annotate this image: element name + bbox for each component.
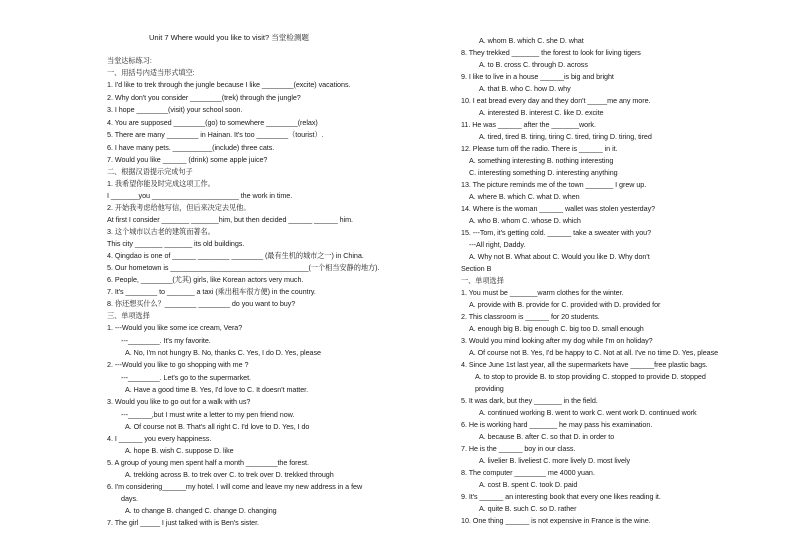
text-line: 4. Qingdao is one of ______ ________ ________ (最有生机的城市之一) in China. bbox=[107, 251, 364, 260]
text-line: ---All right, Daddy. bbox=[469, 240, 526, 249]
text-line: A. continued working B. went to work C. went work D. continued work bbox=[479, 408, 697, 417]
text-line: 5. Our hometown is ___________________________________(一个相当安静的地方). bbox=[107, 263, 380, 272]
text-line: At first I consider _______ _______him, but then decided ______ ______ him. bbox=[107, 215, 353, 224]
text-line: A. interested B. interest C. like D. excite bbox=[479, 108, 604, 117]
text-line: 6. He is working hard _______ he may pass his examination. bbox=[461, 420, 653, 429]
text-line: A. whom B. which C. she D. what bbox=[479, 36, 584, 45]
text-line: 9. It's ______ an interesting book that every one likes reading it. bbox=[461, 492, 661, 501]
text-line: 10. I eat bread every day and they don't _____me any more. bbox=[461, 96, 651, 105]
text-line: 13. The picture reminds me of the town _______ I grew up. bbox=[461, 180, 647, 189]
text-line: A. No, I'm not hungry B. No, thanks C. Yes, I do D. Yes, please bbox=[125, 348, 321, 357]
text-line: A. something interesting B. nothing interesting bbox=[469, 156, 614, 165]
worksheet-title: Unit 7 Where would you like to visit? 当堂检测题 bbox=[149, 33, 309, 42]
text-line: A. Of course not B. Yes, I'd be happy to C. Not at all. I've no time D. Yes, please bbox=[469, 348, 719, 357]
text-line: 3. I hope ________(visit) your school soon. bbox=[107, 105, 243, 114]
text-line: A. provide with B. provide for C. provided with D. provided for bbox=[469, 300, 661, 309]
text-line: 6. I'm considering______my hotel. I will come and leave my new address in a few bbox=[107, 482, 363, 491]
text-line: 12. Please turn off the radio. There is ______ in it. bbox=[461, 144, 618, 153]
text-line: 当堂达标练习: bbox=[107, 56, 152, 65]
text-line: 9. I like to live in a house ______is big and bright bbox=[461, 72, 614, 81]
text-line: ---________. Let's go to the supermarket. bbox=[121, 373, 251, 382]
text-line: A. cost B. spent C. took D. paid bbox=[479, 480, 578, 489]
text-line: 2. ---Would you like to go shopping with me ? bbox=[107, 360, 249, 369]
text-line: A. hope B. wish C. suppose D. like bbox=[125, 446, 234, 455]
text-line: This city _______ _______ its old buildings. bbox=[107, 239, 245, 248]
text-line: 3. Would you like to go out for a walk with us? bbox=[107, 397, 251, 406]
text-line: A. to B. cross C. through D. across bbox=[479, 60, 588, 69]
text-line: 4. Since June 1st last year, all the supermarkets have ______free plastic bags. bbox=[461, 360, 708, 369]
text-line: 5. It was dark, but they _______ in the field. bbox=[461, 396, 598, 405]
text-line: A. to stop to provide B. to stop providing C. stopped to provide D. stopped bbox=[475, 372, 706, 381]
text-line: 3. 这个城市以古老的建筑而著名。 bbox=[107, 227, 215, 236]
text-line: 1. ---Would you like some ice cream, Vera? bbox=[107, 323, 243, 332]
text-line: A. Have a good time B. Yes, I'd love to C. It doesn't matter. bbox=[125, 385, 309, 394]
text-line: A. Why not B. What about C. Would you like D. Why don't bbox=[469, 252, 650, 261]
text-line: 15. ---Tom, it's getting cold. ______ take a sweater with you? bbox=[461, 228, 652, 237]
text-line: 6. I have many pets. __________(include) three cats. bbox=[107, 143, 275, 152]
text-line: ---______,but I must write a letter to my pen friend now. bbox=[121, 410, 295, 419]
text-line: 一、用括号内适当形式填空: bbox=[107, 68, 195, 77]
text-line: A. tired, tired B. tiring, tiring C. tired, tiring D. tiring, tired bbox=[479, 132, 652, 141]
text-line: A. to change B. changed C. change D. changing bbox=[125, 506, 277, 515]
text-line: 11. He was ______ after the _______work. bbox=[461, 120, 596, 129]
text-line: 2. 开始我考虑给他写信，但后来决定去见他。 bbox=[107, 203, 251, 212]
text-line: 2. Why don't you consider ________(trek) through the jungle? bbox=[107, 93, 301, 102]
text-line: 6. People, ________(尤其) girls, like Korean actors very much. bbox=[107, 275, 304, 284]
text-line: A. trekking across B. to trek over C. to trek over D. trekked through bbox=[125, 470, 334, 479]
text-line: A. quite B. such C. so D. rather bbox=[479, 504, 577, 513]
text-line: ---________. It's my favorite. bbox=[121, 336, 211, 345]
text-line: 8. The computer ________ me 4000 yuan. bbox=[461, 468, 595, 477]
text-line: days. bbox=[121, 494, 138, 503]
text-line: A. livelier B. liveliest C. more lively D. most lively bbox=[479, 456, 631, 465]
text-line: providing bbox=[475, 384, 504, 393]
text-line: A. Of course not B. That's all right C. I'd love to D. Yes, I do bbox=[125, 422, 310, 431]
text-line: 1. 我希望你能及时完成这项工作。 bbox=[107, 179, 215, 188]
text-line: 7. The girl _____ I just talked with is Ben's sister. bbox=[107, 518, 260, 527]
text-line: 8. 你还想买什么？________ ________ do you want to buy? bbox=[107, 299, 296, 308]
text-line: 7. He is the ______ boy in our class. bbox=[461, 444, 576, 453]
text-line: C. interesting something D. interesting anything bbox=[469, 168, 618, 177]
text-line: A. enough big B. big enough C. big too D. small enough bbox=[469, 324, 644, 333]
text-line: 2. This classroom is ______ for 20 students. bbox=[461, 312, 600, 321]
text-line: 7. Would you like ______ (drink) some apple juice? bbox=[107, 155, 268, 164]
text-line: A. because B. after C. so that D. in order to bbox=[479, 432, 615, 441]
text-line: 5. There are many ________ in Hainan. It's too ________（tourist）. bbox=[107, 130, 324, 139]
text-line: 一、单项选择 bbox=[461, 276, 504, 285]
text-line: 4. You are supposed ________(go) to somewhere ________(relax) bbox=[107, 118, 318, 127]
text-line: 5. A group of young men spent half a month ________the forest. bbox=[107, 458, 309, 467]
text-line: 1. You must be _______warm clothes for the winter. bbox=[461, 288, 624, 297]
text-line: 二、根据汉语提示完成句子 bbox=[107, 167, 193, 176]
text-line: 10. One thing ______ is not expensive in France is the wine. bbox=[461, 516, 651, 525]
text-line: 4. I ______ you every happiness. bbox=[107, 434, 212, 443]
text-line: Section B bbox=[461, 264, 492, 273]
text-line: 1. I'd like to trek through the jungle because I like ________(excite) vacations. bbox=[107, 80, 351, 89]
text-line: 14. Where is the woman ______ wallet was stolen yesterday? bbox=[461, 204, 656, 213]
text-line: I _______you ______________________ the work in time. bbox=[107, 191, 293, 200]
text-line: A. who B. whom C. whose D. which bbox=[469, 216, 581, 225]
text-line: A. where B. which C. what D. when bbox=[469, 192, 580, 201]
text-line: 7. It's ________ to _______ a taxi (乘出租车很方便) in the country. bbox=[107, 287, 316, 296]
text-line: 8. They trekked _______ the forest to look for living tigers bbox=[461, 48, 641, 57]
text-line: A. that B. who C. how D. why bbox=[479, 84, 571, 93]
text-line: 3. Would you mind looking after my dog while I'm on holiday? bbox=[461, 336, 653, 345]
text-line: 三、单项选择 bbox=[107, 311, 150, 320]
